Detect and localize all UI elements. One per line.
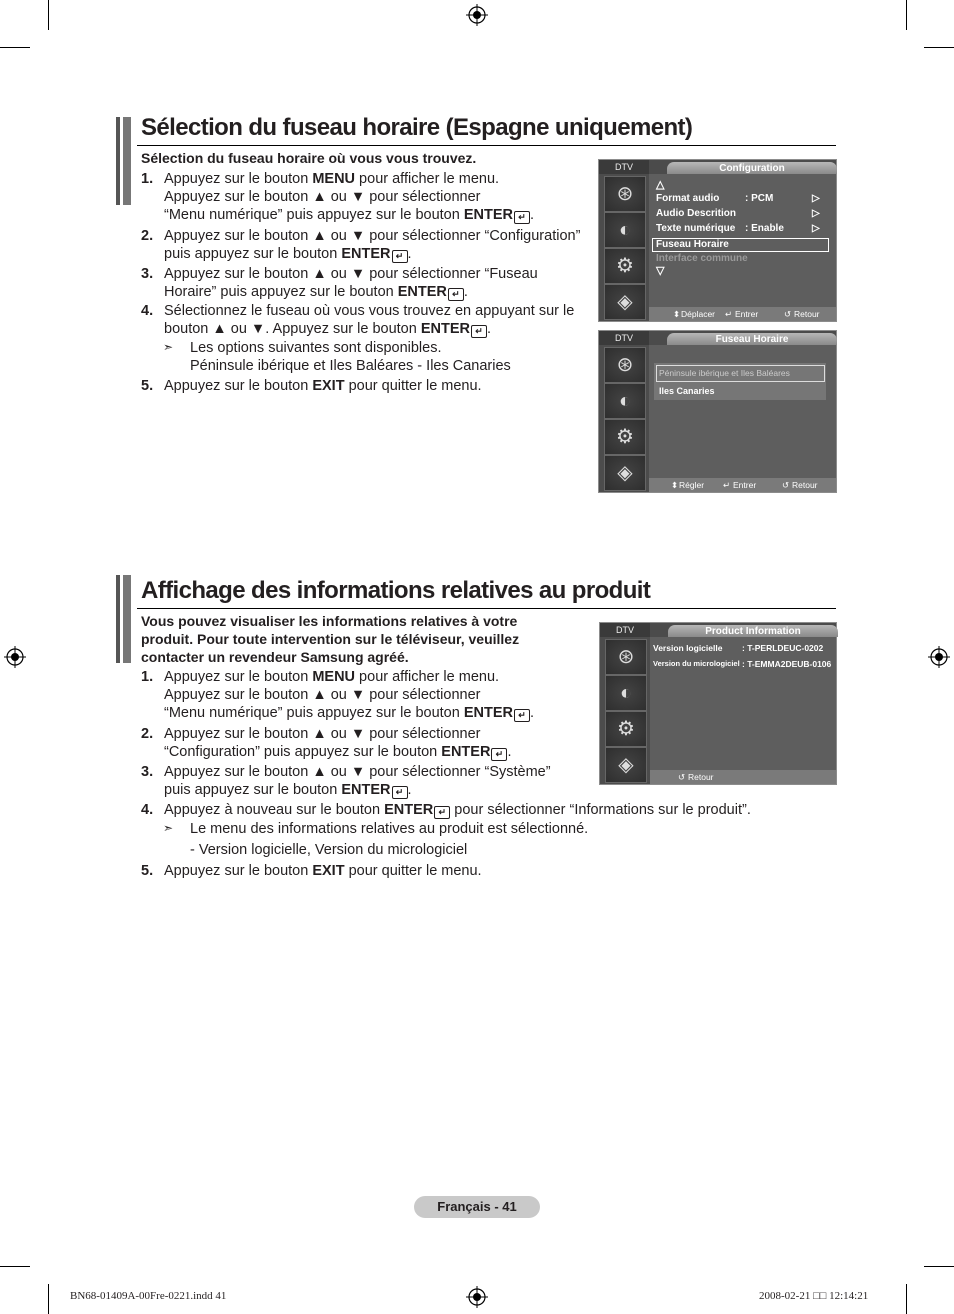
section-rule bbox=[137, 145, 836, 146]
enter-icon: ↵ bbox=[392, 786, 408, 799]
osd-sidebar bbox=[599, 345, 649, 492]
submenu-arrow-icon: ▷ bbox=[812, 223, 820, 234]
crop-mark bbox=[0, 1266, 30, 1267]
picture-menu-icon: ⊛ bbox=[604, 176, 646, 212]
osd-product-information bbox=[599, 622, 837, 785]
section-title: Sélection du fuseau horaire (Espagne uniquement) bbox=[141, 114, 693, 141]
option-canary-islands[interactable]: Iles Canaries bbox=[659, 386, 715, 396]
file-slug: BN68-01409A-00Fre-0221.indd 41 bbox=[70, 1290, 227, 1302]
input-menu-icon: ◈ bbox=[604, 455, 646, 491]
enter-icon: ↵ bbox=[725, 309, 733, 319]
scroll-up-icon: △ bbox=[656, 179, 665, 191]
return-icon: ↺ bbox=[782, 480, 790, 490]
return-icon: ↺ bbox=[678, 772, 686, 782]
osd-title: Fuseau Horaire bbox=[667, 333, 837, 345]
osd-sidebar bbox=[599, 174, 649, 321]
scroll-down-icon: ▽ bbox=[656, 265, 665, 277]
sound-menu-icon: ◐ bbox=[604, 212, 646, 248]
picture-menu-icon: ⊛ bbox=[605, 639, 647, 675]
sound-menu-icon: ◐ bbox=[605, 675, 647, 711]
enter-icon: ↵ bbox=[491, 748, 507, 761]
section-intro: Vous pouvez visualiser les informations relatives à votre produit. Pour toute intervention sur le téléviseur, veuillez contacter un revendeur Samsung agréé. bbox=[141, 613, 520, 665]
osd-footer: ⬍ Déplacer ↵ Entrer ↺ Retour bbox=[649, 307, 836, 321]
date-slug: 2008-02-21 □□ 12:14:21 bbox=[759, 1290, 869, 1302]
osd-sidebar bbox=[600, 637, 650, 784]
osd-title: Product Information bbox=[668, 625, 838, 637]
setup-menu-icon: ⚙ bbox=[604, 419, 646, 455]
section-intro: Sélection du fuseau horaire où vous vous trouvez. bbox=[141, 150, 477, 166]
crop-mark bbox=[0, 47, 30, 48]
osd-footer: ⬍ Régler ↵ Entrer ↺ Retour bbox=[649, 478, 836, 492]
firmware-version-row: Version du micrologiciel : T-EMMA2DEUB-0106 bbox=[653, 659, 832, 669]
option-peninsula[interactable]: Péninsule ibérique et Iles Baléares bbox=[656, 365, 825, 382]
move-icon: ⬍ bbox=[673, 309, 681, 319]
osd-title: Configuration bbox=[667, 162, 837, 174]
dtv-label: DTV bbox=[600, 623, 650, 637]
input-menu-icon: ◈ bbox=[605, 747, 647, 783]
setup-menu-icon: ⚙ bbox=[605, 711, 647, 747]
crop-mark bbox=[906, 1284, 907, 1314]
setup-menu-icon: ⚙ bbox=[604, 248, 646, 284]
sound-menu-icon: ◐ bbox=[604, 383, 646, 419]
registration-mark-icon bbox=[4, 646, 26, 668]
menu-row[interactable]: Texte numérique : Enable bbox=[656, 223, 784, 234]
registration-mark-icon bbox=[928, 646, 950, 668]
menu-row[interactable]: Audio Descrition bbox=[656, 208, 737, 219]
section-accent-bar bbox=[116, 575, 120, 663]
enter-icon: ↵ bbox=[448, 288, 464, 301]
crop-mark bbox=[924, 47, 954, 48]
crop-mark bbox=[48, 1284, 49, 1314]
section-title: Affichage des informations relatives au produit bbox=[141, 577, 651, 604]
section-accent-bar bbox=[116, 117, 120, 205]
osd-configuration-menu bbox=[598, 159, 837, 322]
note-arrow-icon: ➣ bbox=[163, 821, 174, 835]
registration-mark-icon bbox=[466, 4, 488, 26]
osd-footer: ↺ Retour bbox=[650, 770, 836, 784]
crop-mark bbox=[906, 0, 907, 30]
submenu-arrow-icon: ▷ bbox=[812, 193, 820, 204]
adjust-icon: ⬍ bbox=[671, 480, 679, 490]
osd-time-zone-menu bbox=[598, 330, 837, 493]
picture-menu-icon: ⊛ bbox=[604, 347, 646, 383]
enter-icon: ↵ bbox=[514, 709, 530, 722]
note-arrow-icon: ➣ bbox=[163, 340, 174, 354]
software-version-row: Version logicielle : T-PERLDEUC-0202 bbox=[653, 643, 824, 653]
return-icon: ↺ bbox=[784, 309, 792, 319]
dtv-label: DTV bbox=[599, 160, 649, 174]
dtv-label: DTV bbox=[599, 331, 649, 345]
enter-icon: ↵ bbox=[723, 480, 731, 490]
menu-row-disabled: Interface commune bbox=[656, 253, 748, 264]
input-menu-icon: ◈ bbox=[604, 284, 646, 320]
crop-mark bbox=[924, 1266, 954, 1267]
enter-icon: ↵ bbox=[514, 211, 530, 224]
menu-row-selected[interactable]: Fuseau Horaire bbox=[652, 238, 829, 252]
section-accent-bar bbox=[123, 575, 131, 663]
section-accent-bar bbox=[123, 117, 131, 205]
page-number: Français - 41 bbox=[414, 1196, 540, 1218]
crop-mark bbox=[48, 0, 49, 30]
submenu-arrow-icon: ▷ bbox=[812, 208, 820, 219]
registration-mark-icon bbox=[466, 1286, 488, 1308]
section-rule bbox=[137, 608, 836, 609]
menu-row[interactable]: Format audio : PCM bbox=[656, 193, 774, 204]
enter-icon: ↵ bbox=[471, 325, 487, 338]
enter-icon: ↵ bbox=[434, 806, 450, 819]
enter-icon: ↵ bbox=[392, 250, 408, 263]
